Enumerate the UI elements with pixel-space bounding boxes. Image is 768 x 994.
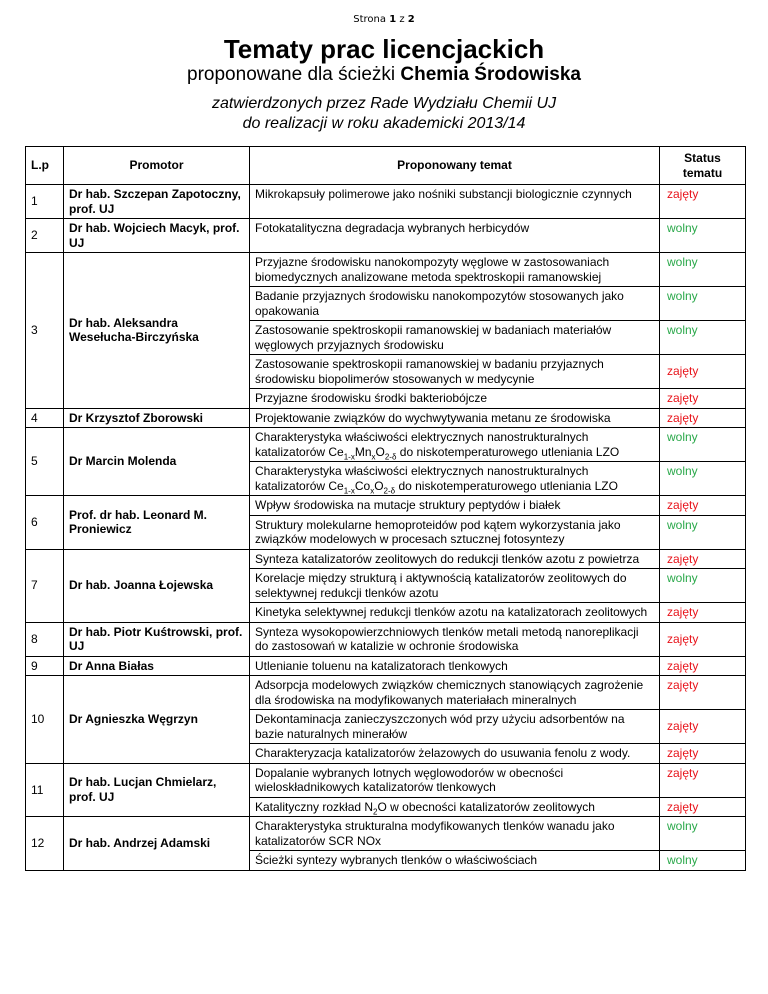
- topic-text: Dopalanie wybranych lotnych węglowodorów w obecności wieloskładnikowych katalizatorów tlenkowych: [250, 763, 660, 797]
- document-title: Tematy prac licencjackich: [223, 34, 545, 64]
- topic-text: Charakteryzacja katalizatorów żelazowych do usuwania fenolu z wody.: [250, 744, 660, 764]
- promotor-name: Dr hab. Szczepan Zapotoczny, prof. UJ: [64, 185, 250, 219]
- topic-text: Katalityczny rozkład $N_2O$ w obecności katalizatorów zeolitowych: [250, 797, 660, 817]
- row-number: 4: [26, 408, 64, 428]
- promotor-name: Dr Anna Białas: [64, 656, 250, 676]
- topic-text: Synteza wysokopowierzchniowych tlenków metali metodą nanoreplikacji do zastosowań w katalizie w ochronie środowiska: [250, 622, 660, 656]
- status-badge: zajęty: [660, 622, 746, 656]
- header-status: Status tematu: [660, 147, 746, 185]
- topic-text: Synteza katalizatorów zeolitowych do redukcji tlenków azotu z powietrza: [250, 549, 660, 569]
- table-row: [26, 763, 746, 797]
- status-badge: wolny: [660, 817, 746, 851]
- table-row: [26, 676, 746, 710]
- header-topic: Proponowany temat: [250, 147, 660, 185]
- promotor-name: Dr Krzysztof Zborowski: [64, 408, 250, 428]
- topic-text: Mikrokapsuły polimerowe jako nośniki substancji biologicznie czynnych: [250, 185, 660, 219]
- status-badge: wolny: [660, 851, 746, 871]
- row-number: 8: [26, 622, 64, 656]
- status-badge: wolny: [660, 428, 746, 462]
- row-number: 5: [26, 428, 64, 496]
- topic-text: Charakterystyka strukturalna modyfikowanych tlenków wanadu jako katalizatorów SCR NOx: [250, 817, 660, 851]
- status-badge: zajęty: [660, 549, 746, 569]
- topic-text: Korelacje między strukturą i aktywnością katalizatorów zeolitowych do selektywnej redukcji tlenków azotu: [250, 569, 660, 603]
- topic-text: Charakterystyka właściwości elektrycznych nanostrukturalnych katalizatorów $Ce_{1-x}Mn_xO_{2-\delta}$ do niskotemperaturowego utleniania LZO: [250, 428, 660, 462]
- promotor-name: Dr hab. Piotr Kuśtrowski, prof. UJ: [64, 622, 250, 656]
- table-row: [26, 496, 746, 516]
- table-row: [26, 622, 746, 656]
- table-header-row: [26, 147, 746, 185]
- topics-table: [25, 146, 746, 871]
- topic-text: Adsorpcja modelowych związków chemicznych stanowiących zagrożenie dla środowiska na modyfikowanych materiałach mineralnych: [250, 676, 660, 710]
- table-row: [26, 253, 746, 287]
- header-promotor: Promotor: [64, 147, 250, 185]
- status-badge: wolny: [660, 462, 746, 496]
- header-lp: L.p: [26, 147, 64, 185]
- topic-text: Badanie przyjaznych środowisku nanokompozytów stosowanych jako opakowania: [250, 287, 660, 321]
- table-row: [26, 408, 746, 428]
- approval-note: zatwierdzonych przez Rade Wydziału Chemii UJ do realizacji w roku akademicki 2013/14: [211, 95, 557, 132]
- promotor-name: Dr hab. Aleksandra Wesełucha-Birczyńska: [64, 253, 250, 409]
- status-badge: zajęty: [660, 603, 746, 623]
- promotor-name: Dr Agnieszka Węgrzyn: [64, 676, 250, 764]
- row-number: 3: [26, 253, 64, 409]
- row-number: 10: [26, 676, 64, 764]
- table-row: [26, 219, 746, 253]
- topic-text: Wpływ środowiska na mutacje struktury peptydów i białek: [250, 496, 660, 516]
- table-row: [26, 817, 746, 851]
- status-badge: zajęty: [660, 185, 746, 219]
- promotor-name: Prof. dr hab. Leonard M. Proniewicz: [64, 496, 250, 550]
- status-badge: wolny: [660, 253, 746, 287]
- status-badge: zajęty: [660, 656, 746, 676]
- status-badge: zajęty: [660, 355, 746, 389]
- status-badge: wolny: [660, 515, 746, 549]
- topic-text: Struktury molekularne hemoproteidów pod kątem wykorzystania jako związków modelowych w procesach sztucznej fotosyntezy: [250, 515, 660, 549]
- status-badge: wolny: [660, 219, 746, 253]
- topic-text: Charakterystyka właściwości elektrycznych nanostrukturalnych katalizatorów $Ce_{1-x}Co_xO_{2-\delta}$ do niskotemperaturowego utleniania LZO: [250, 462, 660, 496]
- row-number: 12: [26, 817, 64, 871]
- topic-text: Kinetyka selektywnej redukcji tlenków azotu na katalizatorach zeolitowych: [250, 603, 660, 623]
- status-badge: zajęty: [660, 797, 746, 817]
- table-row: [26, 549, 746, 569]
- status-badge: zajęty: [660, 496, 746, 516]
- status-badge: zajęty: [660, 408, 746, 428]
- row-number: 11: [26, 763, 64, 817]
- status-badge: zajęty: [660, 744, 746, 764]
- promotor-name: Dr Marcin Molenda: [64, 428, 250, 496]
- table-row: [26, 656, 746, 676]
- topic-text: Przyjazne środowisku środki bakteriobójcze: [250, 389, 660, 409]
- status-badge: zajęty: [660, 710, 746, 744]
- topic-text: Zastosowanie spektroskopii ramanowskiej w badaniu przyjaznych środowisku biopolimerów stosowanych w medycynie: [250, 355, 660, 389]
- promotor-name: Dr hab. Lucjan Chmielarz, prof. UJ: [64, 763, 250, 817]
- table-row: [26, 185, 746, 219]
- status-badge: zajęty: [660, 676, 746, 710]
- row-number: 6: [26, 496, 64, 550]
- topic-text: Fotokatalityczna degradacja wybranych herbicydów: [250, 219, 660, 253]
- row-number: 7: [26, 549, 64, 622]
- table-row: [26, 428, 746, 462]
- status-badge: zajęty: [660, 763, 746, 797]
- promotor-name: Dr hab. Andrzej Adamski: [64, 817, 250, 871]
- topic-text: Przyjazne środowisku nanokompozyty węglowe w zastosowaniach biomedycznych analizowane metoda spektroskopii ramanowskiej: [250, 253, 660, 287]
- status-badge: wolny: [660, 321, 746, 355]
- row-number: 2: [26, 219, 64, 253]
- status-badge: wolny: [660, 569, 746, 603]
- page-number: Strona 1 z 2: [353, 14, 415, 25]
- document-subtitle: proponowane dla ścieżki Chemia Środowiska: [187, 64, 581, 85]
- topic-text: Projektowanie związków do wychwytywania metanu ze środowiska: [250, 408, 660, 428]
- topic-text: Dekontaminacja zanieczyszczonych wód przy użyciu adsorbentów na bazie naturalnych minerałów: [250, 710, 660, 744]
- row-number: 9: [26, 656, 64, 676]
- status-badge: wolny: [660, 287, 746, 321]
- status-badge: zajęty: [660, 389, 746, 409]
- topic-text: Ścieżki syntezy wybranych tlenków o właściwościach: [250, 851, 660, 871]
- row-number: 1: [26, 185, 64, 219]
- topic-text: Utlenianie toluenu na katalizatorach tlenkowych: [250, 656, 660, 676]
- topic-text: Zastosowanie spektroskopii ramanowskiej w badaniach materiałów węglowych przyjaznych środowisku: [250, 321, 660, 355]
- promotor-name: Dr hab. Wojciech Macyk, prof. UJ: [64, 219, 250, 253]
- promotor-name: Dr hab. Joanna Łojewska: [64, 549, 250, 622]
